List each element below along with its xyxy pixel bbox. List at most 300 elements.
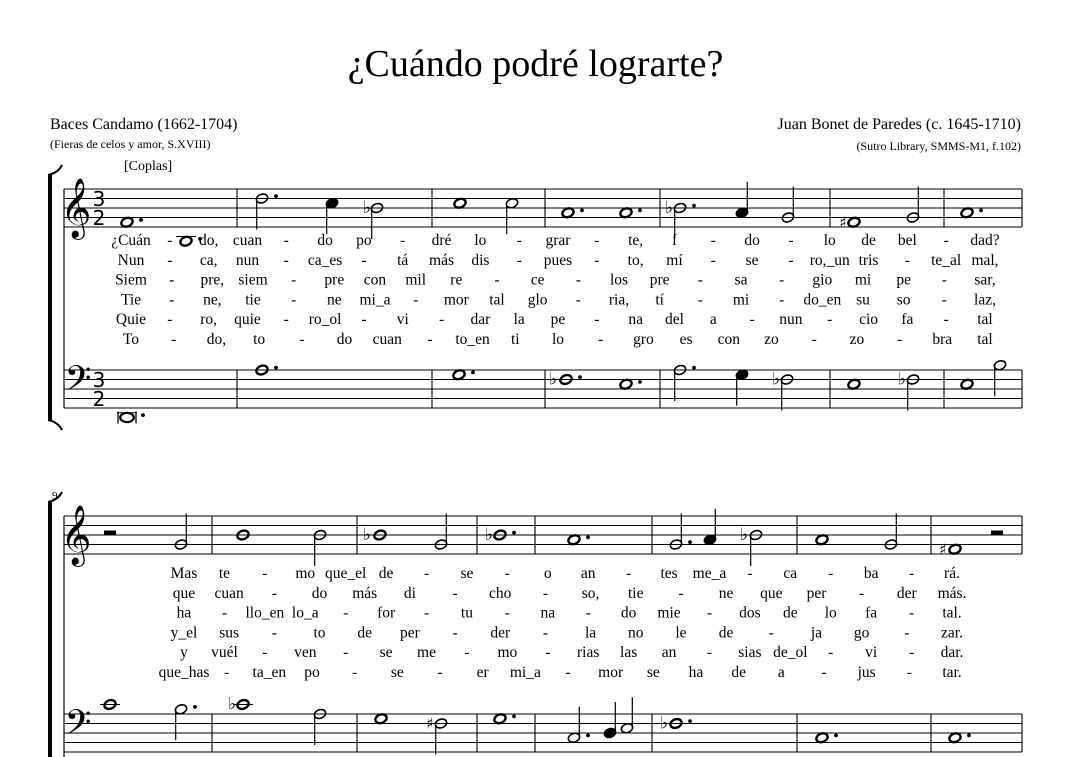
augmentation-dot [578, 375, 582, 379]
lyric-syllable: mor [443, 291, 469, 309]
lyric-syllable: do [744, 232, 760, 249]
lyric-syllable: pre [324, 271, 345, 289]
lyric-syllable: mil [405, 271, 427, 289]
lyric-syllable: per [399, 624, 420, 642]
poet-credit: Baces Candamo (1662-1704) [50, 116, 238, 133]
lyric-syllable: la [513, 311, 525, 329]
lyric-syllable: le [675, 624, 687, 642]
lyric-hyphen: - [706, 604, 713, 622]
lyric-syllable: ne [718, 584, 734, 602]
lyric-syllable: ¿Cuán [111, 232, 151, 249]
lyric-syllable: mie [657, 604, 681, 622]
lyric-hyphen: - [224, 664, 230, 681]
lyric-syllable: er [476, 664, 489, 681]
flat-sign: ♭ [659, 713, 669, 734]
time-signature-bottom: 2 [92, 206, 106, 230]
augmentation-dot [638, 380, 642, 384]
lyric-syllable: to, [627, 251, 644, 269]
lyric-syllable: me [417, 644, 436, 662]
augmentation-dot [638, 208, 642, 212]
lyric-hyphen: - [283, 311, 289, 329]
lyric-hyphen: - [361, 251, 367, 269]
lyric-hyphen: - [904, 624, 910, 642]
lyric-syllable: ca_es [307, 251, 343, 269]
lyric-hyphen: - [904, 251, 910, 269]
note-head [815, 732, 829, 744]
lyric-syllable: bra [932, 331, 953, 348]
lyric-syllable: po [356, 232, 372, 249]
lyric-syllable: se [460, 565, 474, 582]
lyric-hyphen: - [423, 565, 430, 582]
augmentation-dot [692, 204, 696, 208]
lyric-hyphen: - [413, 291, 419, 309]
augmentation-dot [979, 208, 983, 212]
lyric-hyphen: - [545, 644, 551, 662]
note-head [452, 369, 466, 381]
lyric-syllable: fa [901, 311, 914, 329]
lyric-syllable: dad? [970, 232, 1000, 249]
lyric-syllable: lo [474, 232, 487, 249]
lyric-syllable: mi_a [359, 291, 391, 309]
lyric-syllable: cuan [214, 584, 244, 602]
lyric-syllable: tá [397, 251, 409, 269]
lyric-syllable: gio [812, 271, 833, 289]
lyric-syllable: lo [824, 604, 837, 622]
lyric-syllable: se [379, 644, 393, 662]
lyric-syllable: sias [738, 644, 762, 662]
bracket-hook [48, 165, 62, 175]
lyric-syllable: ca [783, 565, 798, 582]
note-head [453, 197, 467, 209]
lyric-syllable: no [628, 624, 644, 642]
lyric-hyphen: - [697, 291, 703, 309]
augmentation-dot [586, 733, 590, 737]
lyric-hyphen: - [271, 584, 277, 602]
lyric-syllable: tí [655, 291, 664, 309]
lyric-hyphen: - [788, 251, 794, 269]
lyric-syllable: to_en [455, 331, 490, 348]
lyric-hyphen: - [437, 664, 443, 681]
lyric-syllable: for [377, 604, 396, 622]
lyric-hyphen: - [343, 604, 349, 622]
flat-sign: ♭ [664, 198, 674, 218]
lyric-hyphen: - [283, 232, 289, 249]
lyric-syllable: dar. [940, 644, 964, 662]
lyric-syllable: de [731, 664, 746, 681]
page-title: ¿Cuándo podré lograrte? [347, 43, 724, 85]
lyric-syllable: con [363, 271, 387, 289]
lyric-syllable: cho [489, 584, 512, 602]
lyric-hyphen: - [427, 331, 433, 348]
lyric-syllable: ba [863, 565, 879, 582]
lyric-syllable: tal [977, 311, 993, 329]
lyric-syllable: zo [849, 331, 865, 348]
lyric-syllable: mo [497, 644, 518, 662]
lyric-hyphen: - [697, 271, 703, 289]
lyric-syllable: nun [235, 251, 260, 269]
lyric-syllable: ce [530, 271, 545, 289]
lyric-syllable: do, [198, 232, 219, 249]
lyric-syllable: Mas [170, 565, 198, 582]
lyric-hyphen: - [361, 311, 367, 329]
lyric-hyphen: - [827, 311, 833, 329]
lyric-syllable: tar. [942, 664, 962, 681]
half-rest [104, 531, 116, 536]
lyric-hyphen: - [779, 271, 785, 289]
flat-sign: ♭ [771, 369, 781, 390]
lyric-hyphen: - [908, 565, 915, 582]
lyric-hyphen: - [779, 291, 785, 309]
lyric-syllable: an [661, 644, 677, 662]
lyric-syllable: y_el [170, 624, 198, 642]
lyric-hyphen: - [594, 311, 600, 329]
lyric-hyphen: - [400, 232, 406, 249]
lyric-hyphen: - [494, 271, 500, 289]
lyric-syllable: lo [551, 331, 565, 348]
lyric-hyphen: - [262, 644, 268, 662]
lyric-syllable: sa [734, 271, 748, 289]
lyric-hyphen: - [167, 251, 173, 269]
lyric-syllable: zo [764, 331, 779, 348]
lyric-syllable: dis [471, 251, 490, 269]
augmentation-dot [274, 194, 278, 198]
lyric-hyphen: - [299, 331, 305, 348]
lyric-hyphen: - [171, 331, 177, 348]
lyric-syllable: mor [598, 664, 624, 681]
lyric-hyphen: - [575, 271, 581, 289]
lyric-syllable: do, [206, 331, 227, 348]
lyric-hyphen: - [585, 604, 591, 622]
composer-source: (Sutro Library, SMMS-M1, f.102) [856, 139, 1021, 153]
lyric-syllable: ro, [200, 311, 218, 329]
lyric-syllable: laz, [974, 291, 996, 309]
composer-credit: Juan Bonet de Paredes (c. 1645-1710) [777, 116, 1021, 133]
lyric-hyphen: - [828, 644, 834, 662]
lyric-syllable: los [609, 271, 629, 289]
lyric-hyphen: - [542, 624, 548, 642]
lyric-hyphen: - [897, 331, 903, 348]
note-head [960, 378, 974, 390]
lyric-syllable: sus [219, 624, 240, 642]
lyric-syllable: mal, [971, 251, 999, 269]
lyric-syllable: ja [810, 624, 823, 642]
lyric-hyphen: - [464, 644, 470, 662]
lyric-syllable: se [745, 251, 759, 269]
lyric-syllable: mo [295, 565, 316, 582]
augmentation-dot [692, 366, 696, 370]
lyric-syllable: an [580, 565, 596, 582]
lyric-syllable: ha [176, 604, 192, 622]
lyric-syllable: pe [896, 271, 911, 289]
lyric-syllable: so, [581, 584, 600, 602]
lyric-hyphen: - [169, 291, 175, 309]
lyric-syllable: rias [577, 644, 600, 662]
lyric-syllable: per [806, 584, 827, 602]
lyric-hyphen: - [626, 565, 632, 582]
lyric-hyphen: - [167, 311, 173, 329]
lyric-syllable: vi [396, 311, 409, 329]
lyric-hyphen: - [706, 644, 713, 662]
lyric-hyphen: - [710, 232, 716, 249]
lyric-syllable: te_al [931, 251, 962, 269]
lyric-syllable: a [777, 664, 785, 681]
flat-sign: ♭ [739, 525, 749, 545]
lyric-hyphen: - [504, 604, 510, 622]
lyric-syllable: a [709, 311, 717, 329]
lyric-hyphen: - [271, 624, 277, 642]
lyric-syllable: cuan [232, 232, 263, 249]
lyric-syllable: mi [854, 271, 872, 289]
lyric-hyphen: - [821, 664, 827, 681]
augmentation-dot [586, 535, 590, 539]
note-head [374, 713, 388, 725]
lyric-syllable: más [352, 584, 378, 602]
lyric-syllable: Siem [115, 271, 147, 289]
sharp-sign: ♯ [426, 714, 434, 733]
measure-number: 9 [52, 490, 58, 502]
half-rest [991, 531, 1003, 536]
lyric-hyphen: - [452, 584, 458, 602]
lyric-syllable: del [664, 311, 684, 329]
lyric-syllable: bel [897, 232, 917, 249]
augmentation-dot [274, 366, 278, 370]
lyric-syllable: ca, [199, 251, 218, 269]
lyric-hyphen: - [811, 331, 817, 348]
lyric-syllable: pues [543, 251, 573, 269]
lyric-syllable: de [357, 624, 373, 642]
lyric-syllable: mí [666, 251, 683, 269]
lyric-syllable: siem [238, 271, 268, 289]
lyric-hyphen: - [594, 251, 600, 269]
lyric-syllable: lo [823, 232, 836, 249]
lyric-syllable: llo_en [245, 604, 285, 622]
lyric-hyphen: - [908, 604, 915, 622]
treble-clef-icon: 𝄞 [60, 178, 92, 238]
lyric-hyphen: - [167, 232, 173, 249]
lyric-hyphen: - [710, 251, 716, 269]
augmentation-dot [580, 208, 584, 212]
note-head [561, 207, 575, 219]
lyric-syllable: lo_a [291, 604, 319, 622]
lyric-syllable: do_en [803, 291, 842, 309]
note-head [960, 207, 974, 219]
augmentation-dot [512, 714, 516, 718]
lyric-syllable: der [896, 584, 917, 602]
lyric-hyphen: - [943, 311, 949, 329]
lyric-syllable: de [718, 624, 734, 642]
lyric-syllable: tie [628, 584, 644, 602]
lyric-syllable: tu [460, 604, 473, 622]
lyric-syllable: ne [327, 291, 342, 309]
lyric-syllable: nun [779, 311, 803, 329]
lyric-syllable: de [378, 565, 394, 582]
lyric-syllable: pre, [200, 271, 225, 289]
lyric-syllable: de [782, 604, 798, 622]
lyric-hyphen: - [516, 251, 522, 269]
lyric-syllable: to [313, 624, 326, 642]
lyric-syllable: do [336, 331, 353, 348]
lyric-syllable: su [856, 291, 870, 309]
lyric-hyphen: - [747, 565, 753, 582]
lyric-hyphen: - [169, 271, 175, 289]
note-head [179, 235, 193, 247]
lyric-syllable: der [490, 624, 511, 642]
lyric-hyphen: - [941, 291, 947, 309]
lyric-syllable: vuél [211, 644, 238, 662]
lyric-syllable: tal [489, 291, 505, 309]
lyric-syllable: con [717, 331, 740, 348]
time-signature-top: 3 [92, 368, 106, 392]
lyric-syllable: dré [431, 232, 452, 249]
lyric-hyphen: - [542, 584, 548, 602]
bass-clef-icon: 𝄢 [64, 358, 92, 407]
lyric-syllable: tris [858, 251, 879, 269]
note-head [493, 713, 507, 725]
lyric-syllable: tal. [942, 604, 962, 622]
augmentation-dot [688, 540, 692, 544]
lyric-syllable: ro_ol [308, 311, 342, 329]
lyric-syllable: ro,_un [809, 251, 850, 269]
lyric-syllable: ne, [203, 291, 222, 309]
lyric-syllable: se [390, 664, 404, 681]
lyric-hyphen: - [788, 232, 794, 249]
lyric-hyphen: - [452, 624, 458, 642]
flat-sign: ♭ [227, 694, 237, 715]
lyric-hyphen: - [221, 604, 228, 622]
lyric-hyphen: - [262, 565, 268, 582]
augmentation-dot [471, 370, 475, 374]
lyric-syllable: do [311, 584, 328, 602]
lyric-syllable: do [620, 604, 637, 622]
lyric-syllable: so [896, 291, 911, 309]
lyric-syllable: sar, [974, 271, 996, 289]
lyric-hyphen: - [565, 664, 571, 681]
lyric-syllable: pe [550, 311, 566, 329]
flat-sign: ♭ [548, 369, 558, 390]
lyric-syllable: ta_en [252, 664, 287, 681]
bracket-hook [48, 492, 62, 502]
lyric-syllable: es [679, 331, 693, 348]
sharp-sign: ♯ [839, 213, 847, 232]
lyric-syllable: fa [865, 604, 878, 622]
lyric-syllable: las [620, 644, 638, 662]
lyric-syllable: vi [865, 644, 878, 662]
lyric-syllable: Quie [115, 311, 147, 329]
lyric-syllable: dar [470, 311, 491, 329]
note-head [619, 207, 633, 219]
flat-sign: ♭ [484, 525, 494, 545]
lyric-syllable: re [450, 271, 463, 289]
lyric-syllable: mi [732, 291, 750, 309]
lyric-syllable: ti [510, 331, 520, 348]
lyric-syllable: y [180, 644, 188, 662]
lyric-syllable: de_ol [773, 644, 808, 662]
lyric-syllable: cuan [372, 331, 402, 348]
lyric-syllable: Tie [120, 291, 142, 309]
lyric-hyphen: - [343, 644, 349, 662]
lyric-syllable: gro [633, 331, 654, 348]
augmentation-dot [967, 733, 971, 737]
lyric-syllable: to [253, 331, 266, 348]
lyric-hyphen: - [906, 664, 912, 681]
lyric-syllable: tal [977, 331, 993, 348]
lyric-syllable: de [861, 232, 876, 249]
sharp-sign: ♯ [939, 540, 947, 559]
augmentation-dot [834, 733, 838, 737]
note-head [948, 543, 962, 555]
lyric-hyphen: - [352, 664, 358, 681]
lyric-syllable: tie [245, 291, 261, 309]
lyric-hyphen: - [828, 565, 834, 582]
lyric-hyphen: - [575, 291, 581, 309]
lyric-syllable: rá. [944, 565, 960, 582]
lyric-syllable: quie [234, 311, 261, 329]
lyric-hyphen: - [678, 584, 684, 602]
bass-clef-icon: 𝄢 [64, 702, 92, 751]
bracket-hook [48, 420, 62, 430]
lyric-syllable: glo [527, 291, 548, 309]
note-head [120, 216, 134, 228]
note-head [847, 216, 861, 228]
time-signature-top: 3 [92, 187, 106, 211]
augmentation-dot [193, 705, 197, 709]
lyric-syllable: di [403, 584, 416, 602]
poet-source: (Fieras de celos y amor, S.XVIII) [50, 137, 211, 151]
note-head [619, 378, 633, 390]
time-signature-bottom: 2 [92, 387, 106, 411]
lyric-syllable: na [540, 604, 556, 622]
lyric-hyphen: - [291, 291, 297, 309]
lyric-syllable: jus [857, 664, 876, 681]
lyric-hyphen: - [768, 624, 774, 642]
lyric-hyphen: - [943, 232, 949, 249]
note-head [948, 732, 962, 744]
lyric-hyphen: - [859, 584, 865, 602]
flat-sign: ♭ [362, 198, 372, 218]
lyric-syllable: te [218, 565, 231, 582]
lyric-syllable: do [317, 232, 333, 249]
lyric-syllable: go [853, 624, 870, 642]
lyric-hyphen: - [749, 311, 755, 329]
lyric-hyphen: - [504, 565, 510, 582]
lyric-syllable: ven [294, 644, 317, 662]
augmentation-dot [512, 531, 516, 535]
lyric-hyphen: - [516, 232, 522, 249]
augmentation-dot [139, 218, 143, 222]
lyric-syllable: pre [649, 271, 670, 289]
lyric-syllable: cio [859, 311, 879, 329]
lyric-syllable: To [122, 331, 140, 348]
lyric-syllable: me_a [692, 565, 727, 582]
lyric-syllable: o [543, 565, 552, 582]
lyric-syllable: í [672, 232, 677, 249]
lyric-syllable: que_has [158, 664, 210, 681]
lyric-syllable: zar. [941, 624, 963, 642]
lyric-hyphen: - [291, 271, 297, 289]
lyric-syllable: la [584, 624, 597, 642]
lyric-syllable: Nun [117, 251, 145, 269]
lyric-syllable: te, [628, 232, 644, 249]
lyric-syllable: que_el [325, 565, 367, 582]
lyric-hyphen: - [598, 331, 604, 348]
lyric-hyphen: - [941, 271, 947, 289]
lyric-syllable: na [628, 311, 643, 329]
lyric-hyphen: - [438, 311, 445, 329]
lyric-hyphen: - [594, 232, 600, 249]
lyric-syllable: que [760, 584, 783, 602]
lyric-syllable: po [304, 664, 320, 681]
note-head [567, 534, 581, 546]
